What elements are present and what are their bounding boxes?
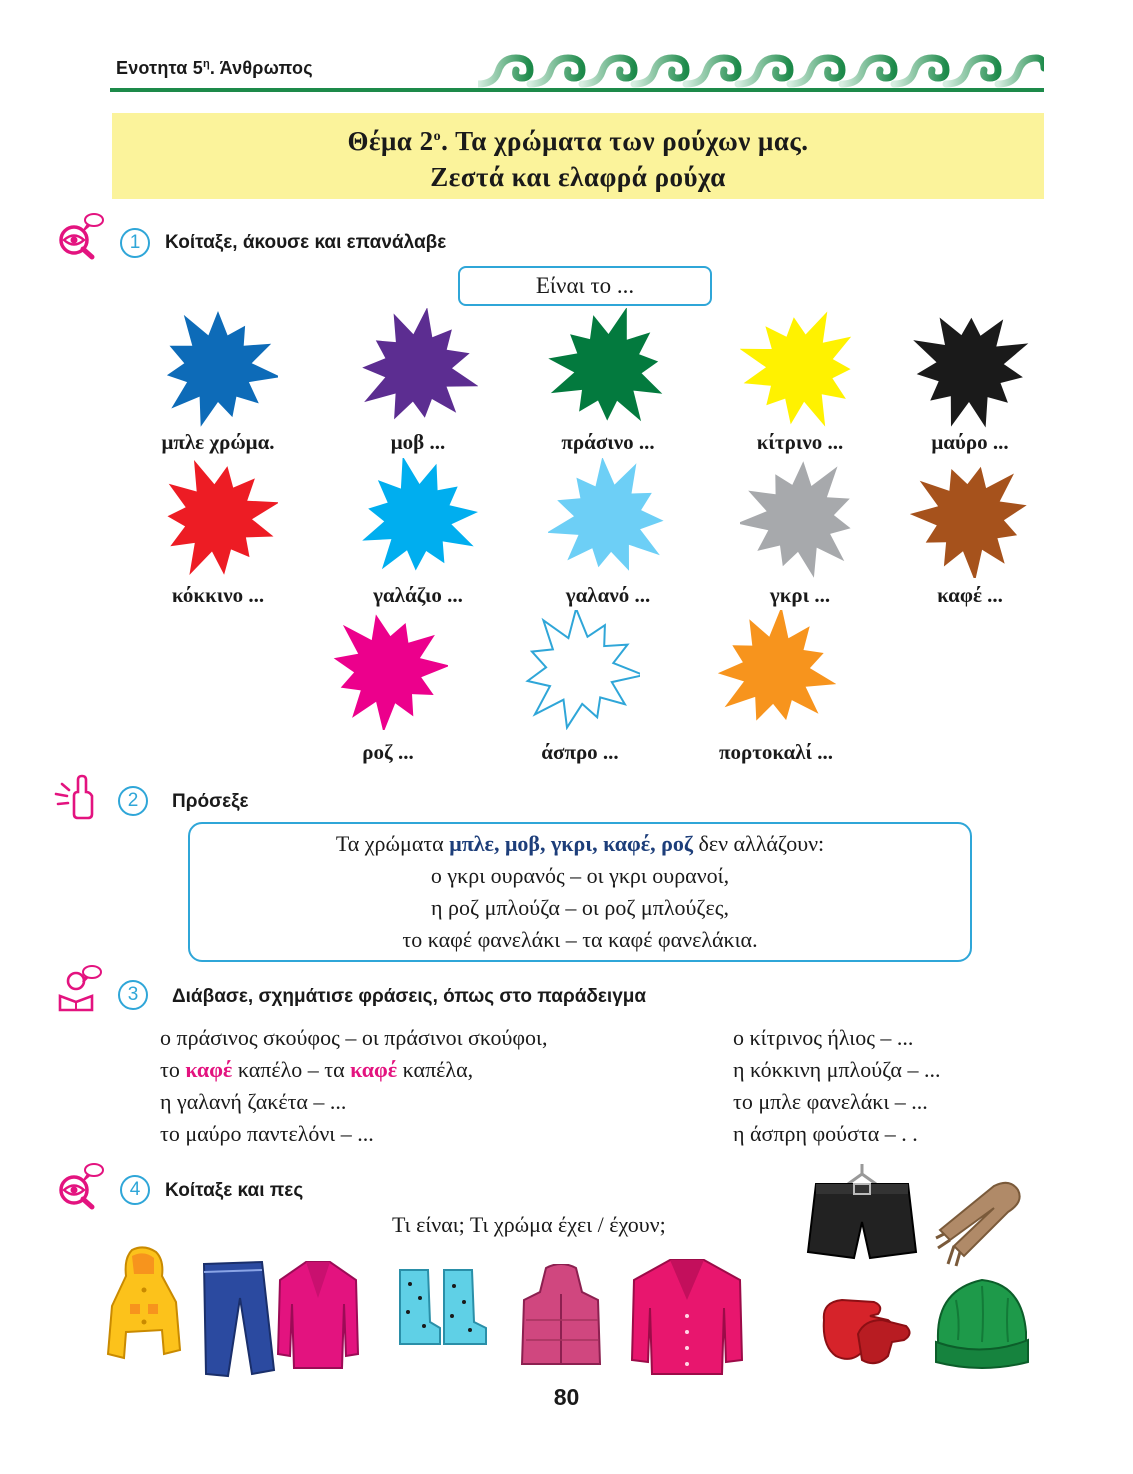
- color-star: [740, 458, 860, 578]
- color-star: [328, 610, 448, 730]
- look-magnifier-icon: [56, 212, 104, 260]
- color-star-label: πράσινο ...: [561, 430, 655, 454]
- section-1-instruction: Κοίταξε, άκουσε και επανάλαβε: [165, 232, 447, 253]
- examples-left-column: [160, 1022, 547, 1150]
- color-star-label: ροζ ...: [362, 740, 414, 764]
- example-line: η κόκκινη μπλούζα – ...: [733, 1057, 941, 1082]
- rule-note-line-1: Τα χρώματα μπλε, μοβ, γκρι, καφέ, ροζ δεν αλλάζουν:: [335, 831, 825, 856]
- example-line: ο κίτρινος ήλιος – ...: [733, 1025, 914, 1050]
- color-star: [158, 308, 278, 428]
- example-line: ο πράσινος σκούφος – οι πράσινοι σκούφοι,: [160, 1025, 548, 1050]
- color-star: [358, 308, 478, 428]
- reading-child-icon: [54, 964, 102, 1012]
- color-star: [910, 308, 1030, 428]
- color-star: [548, 458, 668, 578]
- color-star-label: γαλανό ...: [565, 583, 651, 607]
- black-shorts-image: [804, 1162, 920, 1262]
- rule-note-line-4: το καφέ φανελάκι – τα καφέ φανελάκια.: [402, 927, 758, 952]
- rule-note-line-2: ο γκρι ουρανός – οι γκρι ουρανοί,: [430, 863, 730, 888]
- page-number: 80: [553, 1384, 580, 1410]
- pink-vest-image: [516, 1264, 606, 1368]
- attention-hand-icon: [54, 774, 102, 822]
- header-rule: [110, 88, 1044, 92]
- lesson-title-line-2: Ζεστά και ελαφρά ρούχα: [430, 162, 726, 192]
- color-star-label: μπλε χρώμα.: [161, 430, 275, 454]
- color-star-label: μοβ ...: [390, 430, 446, 454]
- green-knit-hat-image: [930, 1270, 1034, 1374]
- example-line: η άσπρη φούστα – . .: [733, 1121, 918, 1146]
- brown-scarf-image: [934, 1172, 1030, 1268]
- color-star: [740, 308, 860, 428]
- color-star-label: άσπρο ...: [541, 740, 619, 764]
- example-line: η γαλανή ζακέτα – ...: [160, 1089, 347, 1114]
- color-star-label: πορτοκαλί ...: [718, 740, 834, 764]
- look-magnifier-icon: [56, 1162, 104, 1210]
- color-star-label: κίτρινο ...: [756, 430, 844, 454]
- rule-note-box: [188, 822, 972, 962]
- red-gloves-image: [818, 1290, 914, 1368]
- example-line: το μπλε φανελάκι – ...: [733, 1089, 928, 1114]
- pink-cardigan-image: [276, 1258, 360, 1374]
- rule-note-line-3: η ροζ μπλούζα – οι ροζ μπλούζες,: [431, 895, 729, 920]
- section-3-instruction: Διάβασε, σχημάτισε φράσεις, όπως στο παράδειγμα: [172, 986, 647, 1007]
- example-line: το μαύρο παντελόνι – ...: [160, 1121, 374, 1146]
- color-star: [716, 610, 836, 730]
- lesson-title-line-1: Θέμα $2^o$. Τα χρώματα των ρούχων μας.: [347, 126, 809, 156]
- blue-rain-boots-image: [394, 1264, 488, 1350]
- section-4-instruction: Κοίταξε και πες: [165, 1180, 304, 1201]
- color-star-label: κόκκινο ...: [171, 583, 265, 607]
- prompt-box: Είναι το ...: [458, 266, 712, 306]
- section-3-number: 3: [118, 980, 148, 1010]
- color-star-label: καφέ ...: [937, 583, 1003, 607]
- example-line: το καφέ καπέλο – τα καφέ καπέλα,: [160, 1057, 474, 1082]
- unit-header: Ενοτητα $5^\eta$. Άνθρωπος: [116, 58, 313, 78]
- magenta-cardigan-image: [628, 1256, 746, 1378]
- meander-decoration: [478, 48, 1044, 88]
- color-star: [910, 458, 1030, 578]
- color-star: [548, 308, 668, 428]
- color-star-label: μαύρο ...: [931, 430, 1009, 454]
- color-star-label: γαλάζιο ...: [373, 583, 463, 607]
- color-star-label: γκρι ...: [769, 583, 831, 607]
- blue-jeans-image: [200, 1258, 278, 1378]
- yellow-raincoat-image: [104, 1246, 184, 1366]
- section-1-number: 1: [120, 228, 150, 258]
- section-4-number: 4: [120, 1175, 150, 1205]
- clothes-question: Τι είναι; Τι χρώμα έχει / έχουν;: [392, 1212, 666, 1237]
- examples-right-column: [733, 1022, 940, 1150]
- color-star: [358, 458, 478, 578]
- color-star: [520, 610, 640, 730]
- section-2-instruction: Πρόσεξε: [172, 791, 249, 812]
- section-2-number: 2: [118, 786, 148, 816]
- color-star: [158, 458, 278, 578]
- lesson-title-box: [112, 113, 1044, 199]
